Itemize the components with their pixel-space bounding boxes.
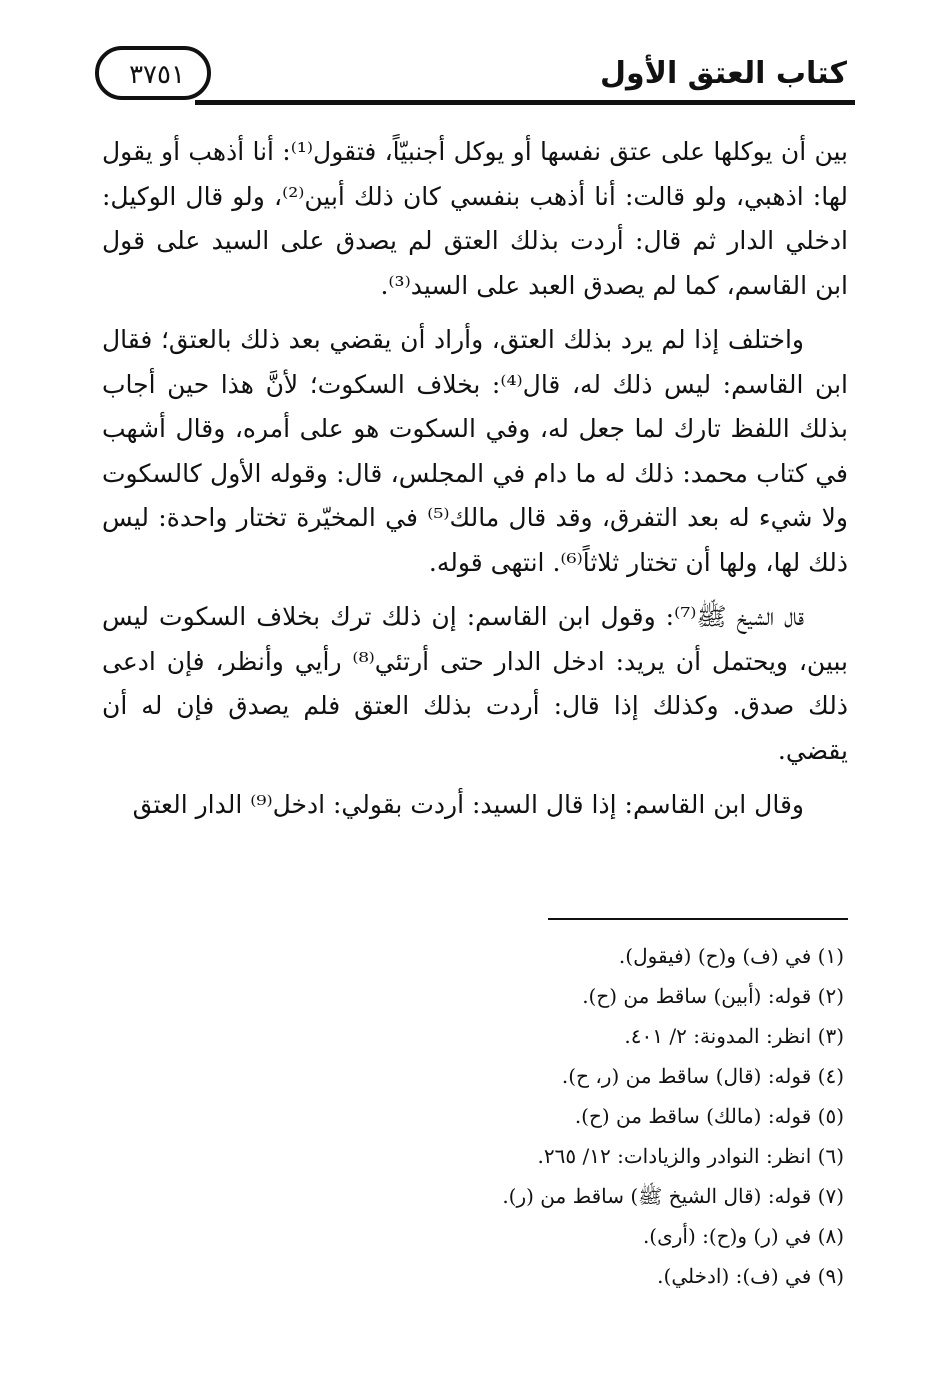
page-number: ٣٧٥١ [129,60,185,90]
footnotes-list [224,936,844,1296]
paragraph-4: وقال ابن القاسم: إذا قال السيد: أردت بقولي: ادخل⁽⁹⁾ الدار العتق [132,790,804,819]
paragraph-1: بين أن يوكلها على عتق نفسها أو يوكل أجنبيّاً، فتقول⁽¹⁾: أنا أذهب أو يقول لها: اذهبي، ولو قالت: أنا أذهب بنفسي كان ذلك أبين⁽²⁾، ولو قال الوكيل: ادخلي الدار ثم قال: أردت بذلك العتق لم يصدق على السيد على قول ابن القاسم، كما لم يصدق العبد على السيد⁽³⁾. [102,137,848,300]
running-title: كتاب العتق الأول [599,56,847,91]
footnote-2: (٢) قوله: (أبين) ساقط من (ح). [582,984,844,1008]
page-header [95,46,855,106]
footnote-8: (٨) في (ر) و(ح): (أرى). [642,1224,844,1248]
footnote-3: (٣) انظر: المدونة: ٢/ ٤٠١. [624,1024,844,1048]
footnote-4: (٤) قوله: (قال) ساقط من (ر، ح). [561,1064,844,1088]
footnote-1: (١) في (ف) و(ح) (فيقول). [618,944,844,968]
main-text [102,130,848,838]
header-rule [195,100,855,105]
paragraph-3: قال الشيخ ﷺ⁽⁷⁾: وقول ابن القاسم: إن ذلك ترك بخلاف السكوت ليس ببين، ويحتمل أن يريد: ادخل الدار حتى أرتئي⁽⁸⁾ رأيي وأنظر، فإن ادعى ذلك صدق. وكذلك إذا قال: أردت بذلك العتق فلم يصدق فإن له أن يقضي. [102,602,849,765]
page-number-frame [95,46,211,100]
paragraph-2: واختلف إذا لم يرد بذلك العتق، وأراد أن يقضي بعد ذلك بالعتق؛ فقال ابن القاسم: ليس ذلك له، قال⁽⁴⁾: بخلاف السكوت؛ لأنَّ هذا حين أجاب بذلك اللفظ تارك لما جعل له، وفي السكوت هو على أمره، وقال أشهب في كتاب محمد: ذلك له ما دام في المجلس، قال: وقوله الأول كالسكوت ولا شيء له بعد التفرق، وقد قال مالك⁽⁵⁾ في المخيّرة تختار واحدة: ليس ذلك لها، ولها أن تختار ثلاثاً⁽⁶⁾. انتهى قوله. [102,325,849,577]
footnote-9: (٩) في (ف): (ادخلي). [657,1264,844,1288]
footnote-separator [548,918,848,920]
footnote-6: (٦) انظر: النوادر والزيادات: ١٢/ ٢٦٥. [537,1144,844,1168]
footnote-5: (٥) قوله: (مالك) ساقط من (ح). [574,1104,844,1128]
footnote-7: (٧) قوله: (قال الشيخ ﷺ) ساقط من (ر). [502,1184,844,1208]
